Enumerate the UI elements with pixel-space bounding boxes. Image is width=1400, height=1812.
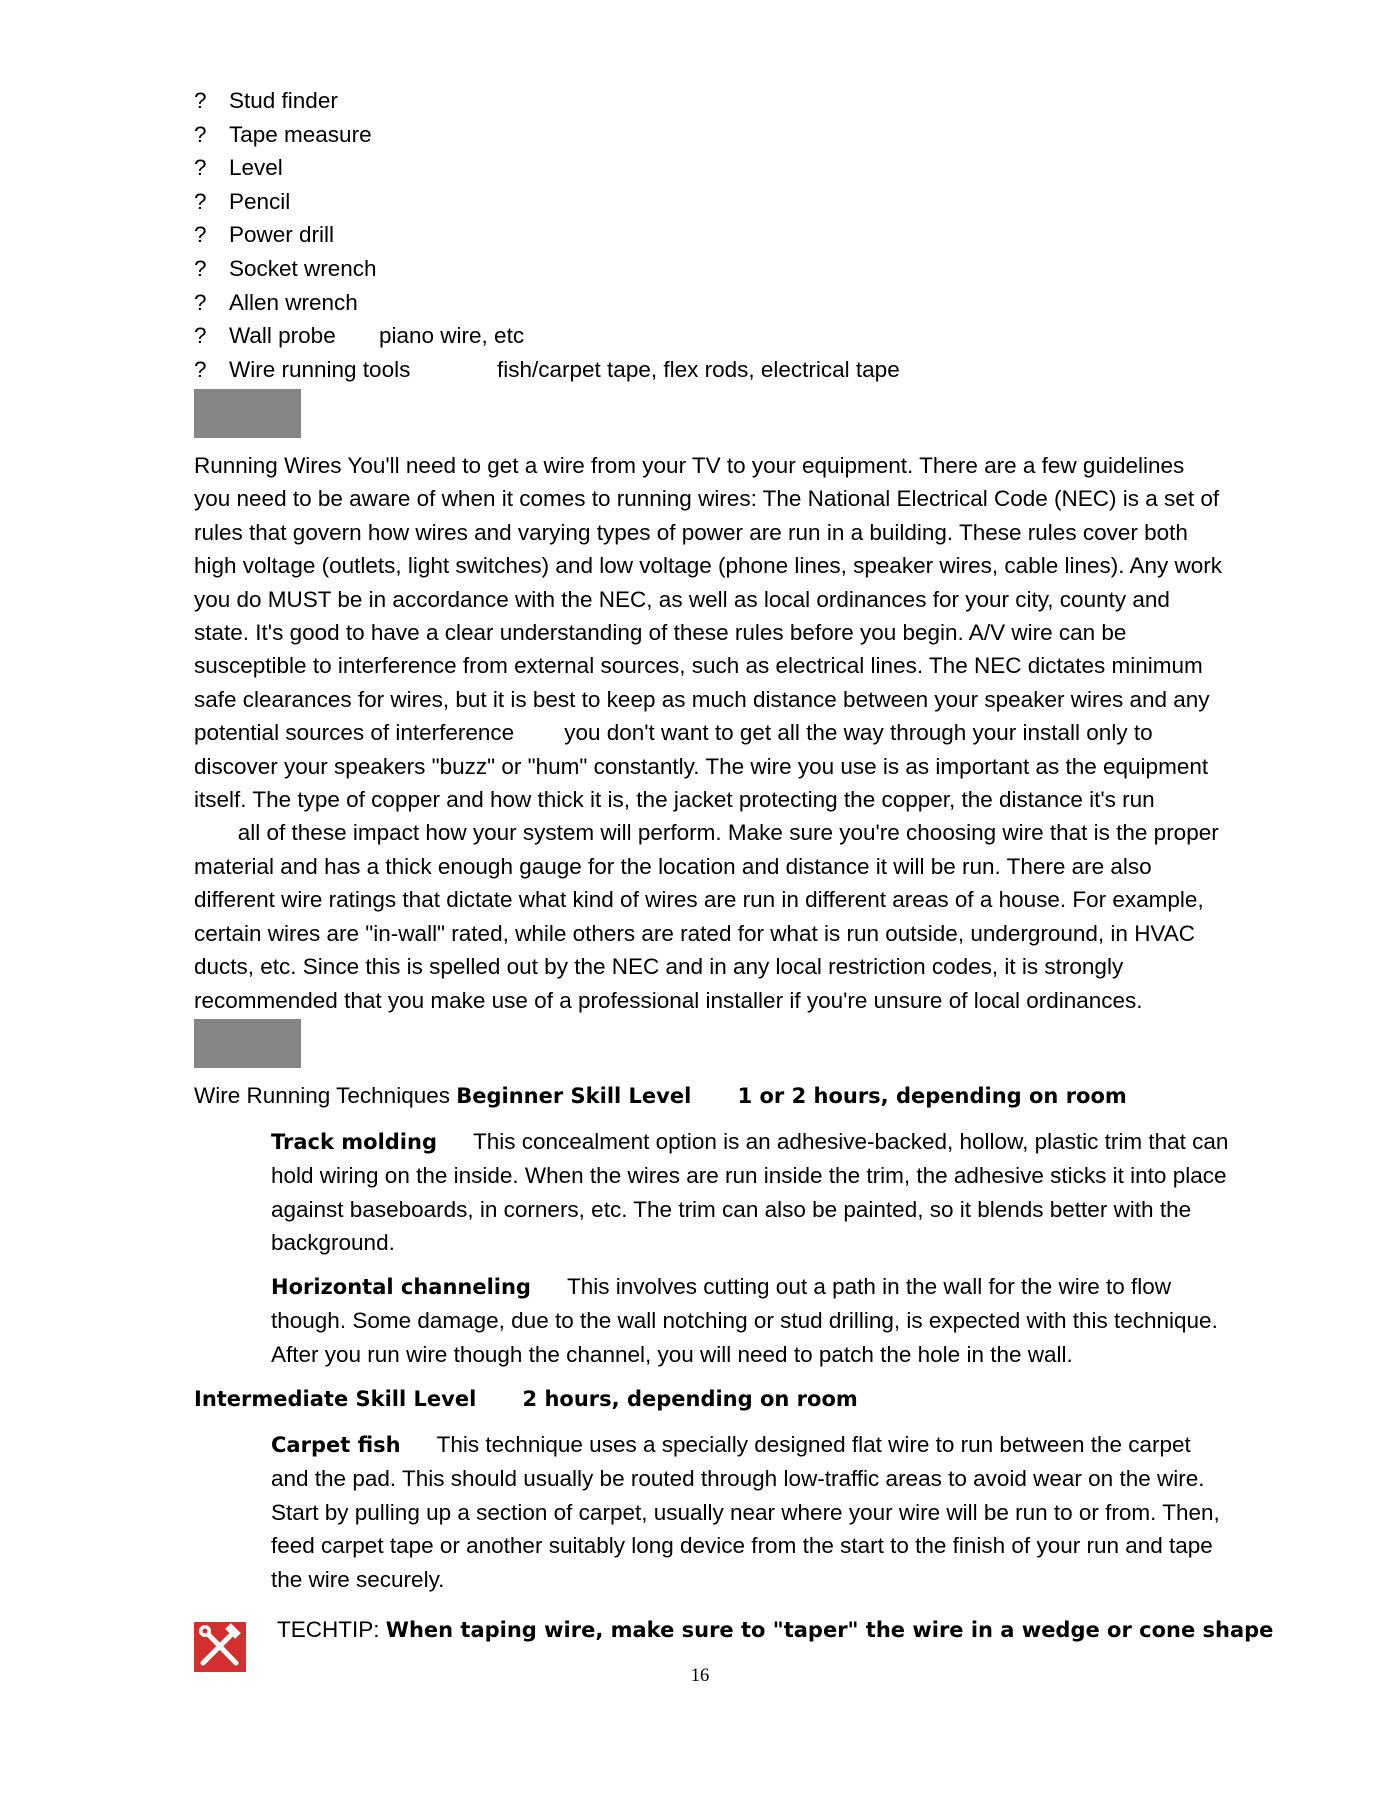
item-title: Horizontal channeling [271, 1275, 531, 1299]
item-title: Carpet fish [271, 1433, 401, 1457]
tool-name: Wire running tools [229, 356, 411, 382]
intermediate-heading [194, 1382, 858, 1416]
list-item [194, 218, 1214, 252]
tool-name: Tape measure [229, 121, 372, 147]
intermediate-skill-level: Intermediate Skill Level [194, 1387, 477, 1411]
techtip-text: When taping wire, make sure to "taper" the wire in a wedge or cone shape [385, 1618, 1274, 1642]
list-item [194, 286, 1214, 320]
techniques-title: Wire Running Techniques [194, 1083, 450, 1108]
list-item [194, 185, 1214, 219]
item-title: Track molding [271, 1130, 437, 1154]
tool-name: Pencil [229, 188, 291, 214]
item-text: This involves cutting out a path in the wall for the wire to flow though. Some damage, due to the wall notching or stud drilling, is expected with this technique. After you run wire though the channel, you will need to patch the hole in the wall. [271, 1274, 1218, 1367]
tool-note: piano wire, etc [379, 323, 525, 349]
image-placeholder-box [194, 389, 301, 438]
tool-note: fish/carpet tape, flex rods, electrical tape [497, 356, 900, 382]
unknown-bullet-glyph: ? [194, 222, 207, 248]
list-item [194, 151, 1214, 185]
beginner-skill-level: Beginner Skill Level [456, 1084, 692, 1108]
list-item [194, 118, 1214, 152]
unknown-bullet-glyph: ? [194, 121, 207, 147]
unknown-bullet-glyph: ? [194, 88, 207, 113]
tool-name: Stud finder [229, 88, 338, 113]
unknown-bullet-glyph: ? [194, 356, 207, 382]
item-text: This concealment option is an adhesive-backed, hollow, plastic trim that can hold wiring on the inside. When the wires are run inside the trim, the adhesive sticks it into place against baseboards, in corners, etc. The trim can also be painted, so it blends better with the background. [271, 1129, 1229, 1256]
tool-name: Level [229, 155, 283, 181]
tool-name: Allen wrench [229, 289, 358, 315]
page-number: 16 [690, 1666, 710, 1686]
list-item [194, 353, 1214, 387]
horizontal-channeling-item [271, 1270, 1231, 1371]
list-item [194, 84, 1214, 118]
list-item [194, 319, 1214, 353]
unknown-bullet-glyph: ? [194, 188, 207, 214]
unknown-bullet-glyph: ? [194, 255, 207, 281]
item-text: This technique uses a specially designed flat wire to run between the carpet and the pad. This should usually be routed through low-traffic areas to avoid wear on the wire. Start by pulling up a section of carpet, usually near where your wire will be run to or from. Then, feed carpet tape or another suitably long device from the start to the finish of your run and tape the wire securely. [271, 1432, 1220, 1592]
hammer-wrench-icon [194, 1622, 246, 1672]
tool-name: Socket wrench [229, 255, 377, 281]
image-placeholder-box [194, 1019, 301, 1068]
unknown-bullet-glyph: ? [194, 323, 207, 349]
techtip [277, 1613, 1273, 1647]
tool-name: Power drill [229, 222, 335, 248]
beginner-duration: 1 or 2 hours, depending on room [737, 1084, 1127, 1108]
techtip-label: TECHTIP: [277, 1617, 380, 1642]
running-wires-paragraph: Running Wires You'll need to get a wire from your TV to your equipment. There are a few guidelines you need to be aware of when it comes to running wires: The National Electrical Code (NEC) is a set of rules that govern how wires and varying types of power are run in a building. These rules cover both high voltage (outlets, light switches) and low voltage (phone lines, speaker wires, cable lines). Any work you do MUST be in accordance with the NEC, as well as local ordinances for your city, county and state. It's good to have a clear understanding of these rules before you begin. A/V wire can be susceptible to interference from external sources, such as electrical lines. The NEC dictates minimum safe clearances for wires, but it is best to keep as much distance between your speaker wires and any potential sources of interference you don't want to get all the way through your install only to discover your speakers "buzz" or "hum" constantly. The wire you use is as important as the equipment itself. The type of copper and how thick it is, the jacket protecting the copper, the distance it's run all of these impact how your system will perform. Make sure you're choosing wire that is the proper material and has a thick enough gauge for the location and distance it will be run. There are also different wire ratings that dictate what kind of wires are run in different areas of a house. For example, certain wires are "in-wall" rated, while others are rated for what is run outside, underground, in HVAC ducts, etc. Since this is spelled out by the NEC and in any local restriction codes, it is strongly recommended that you make use of a professional installer if you're unsure of local ordinances. [194, 453, 1223, 1013]
intermediate-duration: 2 hours, depending on room [522, 1387, 858, 1411]
list-item [194, 252, 1214, 286]
unknown-bullet-glyph: ? [194, 289, 207, 315]
techniques-heading [194, 1079, 1127, 1113]
track-molding-item [271, 1125, 1231, 1260]
carpet-fish-item [271, 1428, 1231, 1596]
tool-list [194, 84, 1214, 386]
unknown-bullet-glyph: ? [194, 155, 207, 181]
tool-name: Wall probe [229, 323, 336, 349]
